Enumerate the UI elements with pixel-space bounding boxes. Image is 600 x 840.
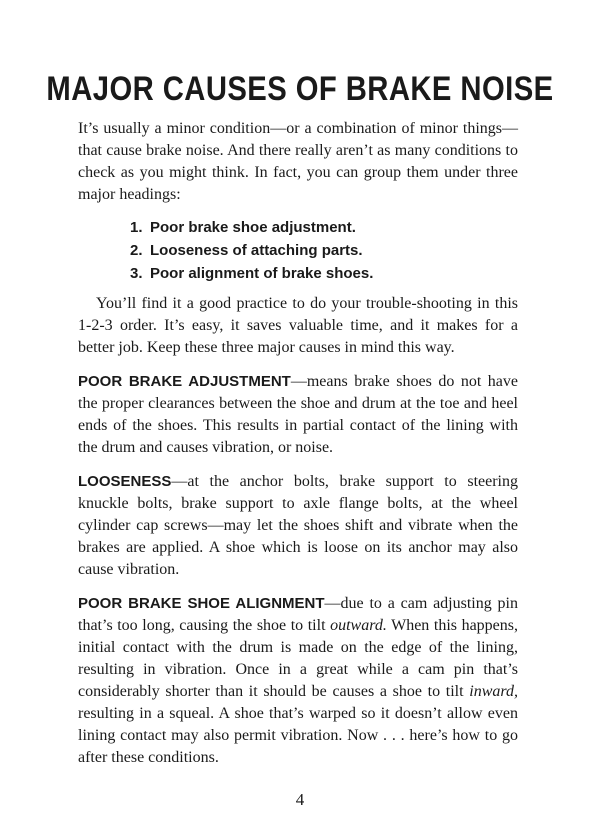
list-item: 1. Poor brake shoe adjustment.: [130, 219, 356, 236]
headings-list: [130, 216, 518, 285]
emphasis-inward: inward,: [469, 683, 518, 700]
practice-paragraph: You’ll find it a good practice to do your trouble-shooting in this 1-2-3 order. It’s easy, it saves valuable time, and it makes for a better job. Keep these three major causes in mind this way.: [78, 295, 518, 356]
section-keyword: POOR BRAKE ADJUSTMENT: [78, 373, 291, 390]
page-number: 4: [295, 790, 305, 809]
body-text: [78, 118, 518, 769]
alignment-paragraph: POOR BRAKE SHOE ALIGNMENT—due to a cam adjusting pin that’s too long, causing the shoe to tilt outward. When this happens, initial contact with the drum is made on the edge of the lining, resulting in vibration. Once in a great while a cam pin that’s considerably shorter than it should be causes a shoe to tilt inward, resulting in a squeal. A shoe that’s warped so it doesn’t allow even lining contact may also permit vibration. Now . . . here’s how to go after these conditions.: [78, 595, 518, 766]
looseness-paragraph: LOOSENESS—at the anchor bolts, brake support to steering knuckle bolts, brake support to axle flange bolts, at the wheel cylinder cap screws—may let the shoes shift and vibrate when the brakes are applied. A shoe which is loose on its anchor may also cause vibration.: [78, 473, 518, 578]
list-item: 3. Poor alignment of brake shoes.: [130, 265, 374, 282]
adjustment-paragraph: POOR BRAKE ADJUSTMENT—means brake shoes do not have the proper clearances between the shoe and drum at the toe and heel ends of the shoes. This results in partial contact of the lining with the drum and causes vibration, or noise.: [78, 373, 519, 456]
section-keyword: LOOSENESS: [78, 473, 172, 490]
emphasis-outward: outward.: [330, 617, 387, 634]
section-keyword: POOR BRAKE SHOE ALIGNMENT: [78, 595, 325, 612]
intro-paragraph: It’s usually a minor condition—or a combination of minor things—that cause brake noise. And there really aren’t as many conditions to check as you might think. In fact, you can group them under three major headings:: [78, 120, 518, 203]
page-title: MAJOR CAUSES OF BRAKE NOISE: [46, 70, 554, 108]
list-item: 2. Looseness of attaching parts.: [130, 242, 363, 259]
